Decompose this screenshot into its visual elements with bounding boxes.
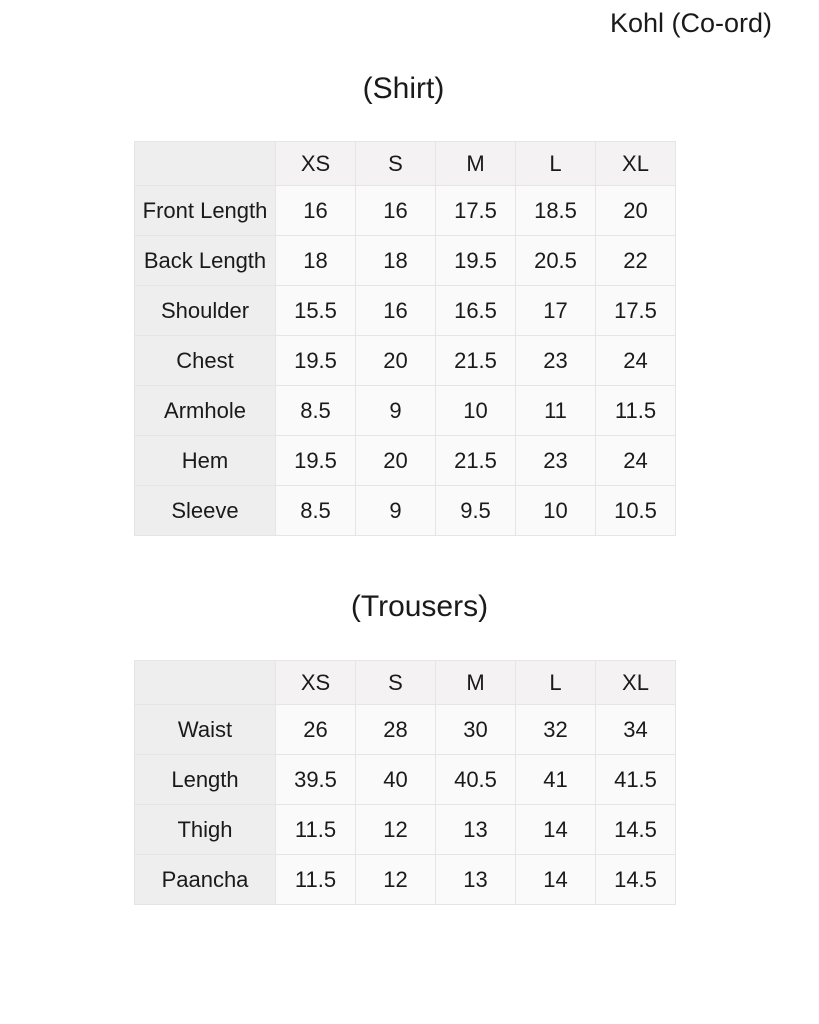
table-cell: 22 (596, 236, 676, 286)
trousers-table-body (135, 661, 676, 905)
shirt-table-body (135, 142, 676, 536)
size-header: XS (276, 142, 356, 186)
table-cell: 17 (516, 286, 596, 336)
size-header: M (436, 142, 516, 186)
table-cell: 24 (596, 336, 676, 386)
size-header: S (356, 142, 436, 186)
table-cell: 14.5 (596, 805, 676, 855)
table-cell: 13 (436, 805, 516, 855)
table-cell: 41.5 (596, 755, 676, 805)
table-cell: 16 (356, 186, 436, 236)
table-cell: 18.5 (516, 186, 596, 236)
table-row (135, 705, 676, 755)
table-cell: 19.5 (436, 236, 516, 286)
table-row (135, 855, 676, 905)
size-header: XL (596, 661, 676, 705)
row-label: Front Length (135, 186, 276, 236)
size-header: XL (596, 142, 676, 186)
table-cell: 20 (596, 186, 676, 236)
size-header: XS (276, 661, 356, 705)
table-row (135, 386, 676, 436)
table-row (135, 236, 676, 286)
row-label: Length (135, 755, 276, 805)
table-cell: 40.5 (436, 755, 516, 805)
table-cell: 16 (276, 186, 356, 236)
table-cell: 26 (276, 705, 356, 755)
table-row (135, 755, 676, 805)
table-cell: 9.5 (436, 486, 516, 536)
table-cell: 23 (516, 336, 596, 386)
table-cell: 18 (356, 236, 436, 286)
table-cell: 10.5 (596, 486, 676, 536)
table-cell: 8.5 (276, 486, 356, 536)
table-cell: 12 (356, 805, 436, 855)
table-row (135, 805, 676, 855)
size-header: S (356, 661, 436, 705)
size-header: L (516, 661, 596, 705)
table-cell: 19.5 (276, 336, 356, 386)
table-cell: 16 (356, 286, 436, 336)
table-row (135, 336, 676, 386)
table-cell: 24 (596, 436, 676, 486)
trousers-size-table (134, 660, 676, 905)
size-header: L (516, 142, 596, 186)
trousers-section-title: (Trousers) (350, 590, 489, 623)
row-label: Hem (135, 436, 276, 486)
table-cell: 10 (436, 386, 516, 436)
table-cell: 20 (356, 436, 436, 486)
table-cell: 20 (356, 336, 436, 386)
table-row (135, 186, 676, 236)
brand-title: Kohl (Co-ord) (610, 8, 773, 38)
table-cell: 41 (516, 755, 596, 805)
table-cell: 34 (596, 705, 676, 755)
shirt-section-title: (Shirt) (362, 72, 445, 105)
table-cell: 40 (356, 755, 436, 805)
table-cell: 21.5 (436, 336, 516, 386)
size-header: M (436, 661, 516, 705)
row-label: Chest (135, 336, 276, 386)
table-header-row (135, 661, 676, 705)
table-row (135, 436, 676, 486)
table-cell: 18 (276, 236, 356, 286)
table-header-row (135, 142, 676, 186)
row-label: Thigh (135, 805, 276, 855)
table-cell: 11.5 (276, 855, 356, 905)
table-cell: 9 (356, 486, 436, 536)
header-corner-cell (135, 142, 276, 186)
table-cell: 11.5 (596, 386, 676, 436)
table-cell: 9 (356, 386, 436, 436)
table-cell: 14 (516, 805, 596, 855)
shirt-size-table (134, 141, 676, 536)
header-corner-cell (135, 661, 276, 705)
table-cell: 21.5 (436, 436, 516, 486)
table-row (135, 286, 676, 336)
table-cell: 11.5 (276, 805, 356, 855)
table-cell: 20.5 (516, 236, 596, 286)
table-cell: 16.5 (436, 286, 516, 336)
table-cell: 13 (436, 855, 516, 905)
table-cell: 11 (516, 386, 596, 436)
table-cell: 19.5 (276, 436, 356, 486)
row-label: Waist (135, 705, 276, 755)
table-cell: 28 (356, 705, 436, 755)
table-row (135, 486, 676, 536)
table-cell: 23 (516, 436, 596, 486)
table-cell: 17.5 (436, 186, 516, 236)
table-cell: 39.5 (276, 755, 356, 805)
row-label: Shoulder (135, 286, 276, 336)
table-cell: 17.5 (596, 286, 676, 336)
row-label: Back Length (135, 236, 276, 286)
table-cell: 30 (436, 705, 516, 755)
table-cell: 14 (516, 855, 596, 905)
table-cell: 15.5 (276, 286, 356, 336)
row-label: Armhole (135, 386, 276, 436)
table-cell: 8.5 (276, 386, 356, 436)
row-label: Sleeve (135, 486, 276, 536)
table-cell: 12 (356, 855, 436, 905)
table-cell: 14.5 (596, 855, 676, 905)
table-cell: 10 (516, 486, 596, 536)
row-label: Paancha (135, 855, 276, 905)
table-cell: 32 (516, 705, 596, 755)
